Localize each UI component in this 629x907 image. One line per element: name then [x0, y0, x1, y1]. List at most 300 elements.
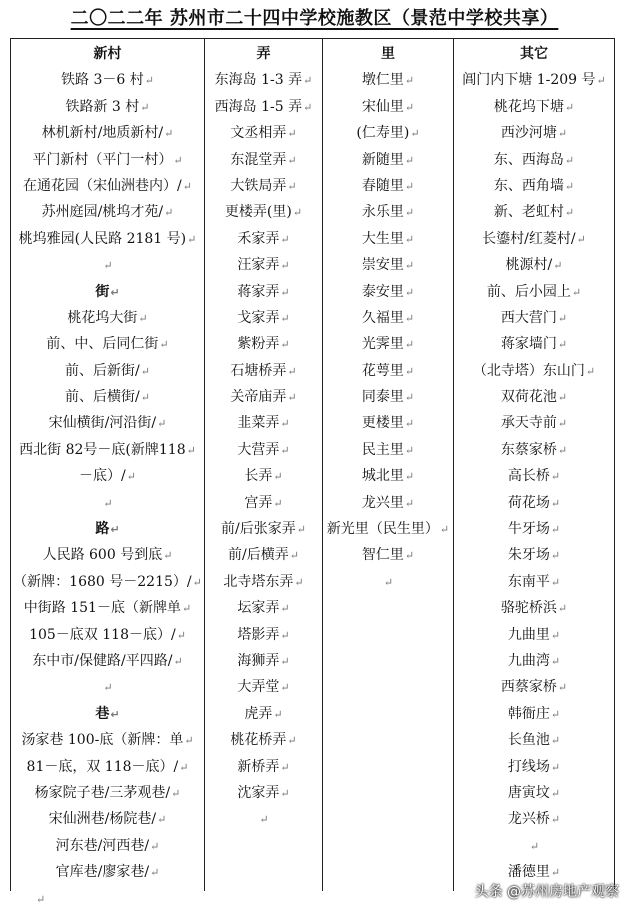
cell-text: 长鱼池	[507, 732, 550, 749]
table-cell	[323, 147, 453, 173]
table-cell	[323, 279, 453, 305]
cell-text: 东南平	[507, 573, 550, 590]
cell-text: 韩衙庄	[507, 705, 550, 722]
cell-text: 龙兴里	[361, 494, 404, 511]
table-cell	[323, 305, 453, 331]
table-cell	[454, 595, 614, 621]
table-cell	[323, 67, 453, 93]
table-cell	[11, 542, 204, 568]
table-cell	[454, 463, 614, 489]
paragraph-mark-icon: ↵	[140, 100, 150, 114]
cell-text: 龙兴桥	[507, 811, 550, 828]
paragraph-mark-icon: ↵	[287, 734, 297, 748]
title-text: 二〇二二年 苏州市二十四中学校施教区（景范中学校共享）	[70, 8, 559, 29]
paragraph-mark-icon: ↵	[439, 523, 450, 537]
table-cell	[205, 252, 322, 278]
cell-text: 街	[95, 283, 110, 300]
paragraph-mark-icon: ↵	[383, 575, 394, 589]
cell-text: 前、后小园上	[486, 283, 571, 300]
table-cell	[454, 490, 614, 516]
table-cell	[11, 331, 204, 357]
paragraph-mark-icon: ↵	[280, 417, 290, 431]
table-cell	[323, 120, 453, 146]
cell-text: 蒋家弄	[237, 283, 280, 300]
cell-text: 大营弄	[237, 441, 280, 458]
paragraph-mark-icon: ↵	[296, 523, 306, 537]
paragraph-mark-icon: ↵	[187, 232, 197, 246]
cell-text: 汪家弄	[237, 257, 280, 274]
cell-text: 崇安里	[361, 257, 404, 274]
paragraph-mark-icon: ↵	[36, 893, 46, 906]
table-cell	[11, 410, 204, 436]
cell-text: 前、中、后同仁街	[46, 336, 159, 353]
cell-text: 铁路新 3 村	[65, 98, 140, 115]
paragraph-mark-icon: ↵	[557, 338, 568, 352]
table-cell	[11, 648, 204, 674]
section-heading	[11, 279, 204, 305]
paragraph-mark-icon: ↵	[287, 391, 297, 405]
paragraph-mark-icon: ↵	[294, 575, 304, 589]
table-cell	[11, 147, 204, 173]
blank-line	[323, 569, 453, 595]
paragraph-mark-icon: ↵	[110, 707, 120, 721]
section-heading	[11, 516, 204, 542]
paragraph-mark-icon: ↵	[404, 100, 415, 114]
cell-text: 更楼里	[361, 415, 404, 432]
table-cell	[11, 859, 204, 885]
paragraph-mark-icon: ↵	[404, 364, 415, 378]
table-cell	[11, 833, 204, 859]
cell-text: 西北街 82号－底(新牌118	[19, 441, 186, 458]
cell-text: 前、后新街/	[65, 362, 140, 379]
table-cell	[323, 358, 453, 384]
paragraph-mark-icon: ↵	[550, 786, 561, 800]
table-right-border	[614, 38, 615, 891]
table-cell	[205, 516, 322, 542]
cell-text: 林机新村/地质新村/	[41, 125, 164, 142]
paragraph-mark-icon: ↵	[303, 74, 313, 88]
table-cell	[11, 199, 204, 225]
table-cell	[454, 516, 614, 542]
paragraph-mark-icon: ↵	[550, 496, 561, 510]
table-cell	[323, 331, 453, 357]
table-cell	[205, 437, 322, 463]
table-cell	[205, 331, 322, 357]
cell-text: 前/后横弄	[228, 547, 289, 564]
cell-text: 虎弄	[244, 705, 273, 722]
table-cell	[454, 305, 614, 331]
paragraph-mark-icon: ↵	[182, 179, 192, 193]
table-cell	[205, 674, 322, 700]
cell-text: 同泰里	[361, 389, 404, 406]
table-cell	[11, 595, 204, 621]
table-cell	[323, 410, 453, 436]
paragraph-mark-icon: ↵	[550, 549, 561, 563]
paragraph-mark-icon: ↵	[576, 232, 586, 246]
table-cell	[11, 569, 204, 595]
paragraph-mark-icon: ↵	[280, 285, 290, 299]
paragraph-mark-icon: ↵	[404, 285, 415, 299]
paragraph-mark-icon: ↵	[550, 760, 561, 774]
table-cell	[454, 410, 614, 436]
blank-line	[11, 252, 204, 278]
cell-text: 81－底，双 118－底）/	[26, 758, 179, 775]
table-cell	[454, 806, 614, 832]
table-cell	[11, 305, 204, 331]
paragraph-mark-icon: ↵	[404, 311, 415, 325]
paragraph-mark-icon: ↵	[140, 364, 150, 378]
paragraph-mark-icon: ↵	[287, 153, 297, 167]
table-cell	[454, 569, 614, 595]
blank-line	[11, 674, 204, 700]
cell-text: 沈家弄	[237, 784, 280, 801]
paragraph-mark-icon: ↵	[179, 760, 189, 774]
table-cell	[454, 252, 614, 278]
paragraph-mark-icon: ↵	[404, 391, 415, 405]
table-cell	[11, 384, 204, 410]
cell-text: 永乐里	[361, 204, 404, 221]
paragraph-mark-icon: ↵	[110, 523, 120, 537]
table-cell	[323, 542, 453, 568]
table-cell	[454, 67, 614, 93]
cell-text: 新、老虹村	[493, 204, 564, 221]
section-heading	[11, 701, 204, 727]
table-cell	[454, 384, 614, 410]
table-cell	[205, 94, 322, 120]
paragraph-mark-icon: ↵	[126, 470, 136, 484]
table-cell	[205, 780, 322, 806]
cell-text: 高长桥	[507, 468, 550, 485]
cell-text: 东蔡家桥	[500, 441, 557, 458]
cell-text: 光霁里	[361, 336, 404, 353]
cell-text: 桃花坞大街	[67, 309, 138, 326]
cell-text: 新桥弄	[237, 758, 280, 775]
table-cell	[454, 701, 614, 727]
table-cell	[205, 199, 322, 225]
table-cell	[205, 279, 322, 305]
paragraph-mark-icon: ↵	[273, 496, 283, 510]
paragraph-mark-icon: ↵	[280, 338, 290, 352]
cell-text: 桃源村/	[505, 257, 553, 274]
cell-text: 牛牙场	[507, 521, 550, 538]
column-header: 其它	[520, 46, 548, 62]
cell-text: 西沙河塘	[500, 125, 557, 142]
paragraph-mark-icon: ↵	[173, 153, 183, 167]
paragraph-mark-icon: ↵	[404, 206, 415, 220]
cell-text: 潘德里	[507, 864, 550, 881]
table-cell	[323, 463, 453, 489]
table-cell	[205, 226, 322, 252]
paragraph-mark-icon: ↵	[192, 575, 202, 589]
cell-text: 宫弄	[244, 494, 273, 511]
table-cell	[323, 490, 453, 516]
paragraph-mark-icon: ↵	[557, 681, 568, 695]
paragraph-mark-icon: ↵	[585, 364, 596, 378]
blank-line	[205, 806, 322, 832]
paragraph-mark-icon: ↵	[287, 179, 297, 193]
paragraph-mark-icon: ↵	[176, 628, 186, 642]
cell-text: 文丞相弄	[230, 125, 287, 142]
blank-line	[454, 833, 614, 859]
paragraph-mark-icon: ↵	[550, 813, 561, 827]
paragraph-mark-icon: ↵	[259, 813, 269, 827]
paragraph-mark-icon: ↵	[138, 311, 148, 325]
paragraph-mark-icon: ↵	[273, 707, 283, 721]
paragraph-mark-icon: ↵	[404, 549, 415, 563]
table-cell	[205, 463, 322, 489]
table-top-border	[10, 38, 615, 39]
table-cell	[323, 437, 453, 463]
cell-text: 河东巷/河西巷/	[55, 837, 150, 854]
cell-text: 105－底双 118－底）/	[29, 626, 176, 643]
paragraph-mark-icon: ↵	[596, 74, 606, 88]
paragraph-mark-icon: ↵	[404, 496, 415, 510]
table-cell	[11, 226, 204, 252]
cell-text: 杨家院子巷/三茅观巷/	[34, 784, 171, 801]
paragraph-mark-icon: ↵	[550, 575, 561, 589]
paragraph-mark-icon: ↵	[292, 206, 303, 220]
cell-text: 民主里	[361, 441, 404, 458]
paragraph-mark-icon: ↵	[550, 707, 561, 721]
paragraph-mark-icon: ↵	[404, 338, 415, 352]
paragraph-mark-icon: ↵	[144, 74, 154, 88]
paragraph-mark-icon: ↵	[550, 470, 561, 484]
paragraph-mark-icon: ↵	[164, 206, 174, 220]
cell-text: 蒋家墙门	[500, 336, 557, 353]
paragraph-mark-icon: ↵	[280, 786, 290, 800]
paragraph-mark-icon: ↵	[404, 259, 415, 273]
cell-text: 桃花坞下塘	[493, 98, 564, 115]
paragraph-mark-icon: ↵	[159, 338, 169, 352]
watermark: 头条 @苏州房地产观察	[474, 884, 619, 900]
table-cell	[205, 569, 322, 595]
paragraph-mark-icon: ↵	[557, 602, 568, 616]
cell-text: 花萼里	[361, 362, 404, 379]
table-cell	[454, 226, 614, 252]
paragraph-mark-icon: ↵	[404, 74, 415, 88]
table-cell	[11, 120, 204, 146]
table-cell	[11, 437, 204, 463]
paragraph-mark-icon: ↵	[157, 813, 167, 827]
paragraph-mark-icon: ↵	[280, 760, 290, 774]
cell-text: 坛家弄	[237, 600, 280, 617]
cell-text: 朱牙场	[507, 547, 550, 564]
table-cell	[454, 279, 614, 305]
cell-text: 桃花桥弄	[230, 732, 287, 749]
table-cell	[205, 648, 322, 674]
table-cell	[205, 490, 322, 516]
cell-text: 前/后张家弄	[221, 521, 296, 538]
cell-text: 中街路 151－底（新牌单	[23, 600, 181, 617]
column-li	[323, 41, 453, 595]
cell-text: 铁路 3－6 村	[61, 72, 144, 89]
table-cell	[454, 542, 614, 568]
cell-text: 新光里（民生里）	[326, 521, 439, 538]
table-cell	[205, 542, 322, 568]
page-title	[0, 4, 629, 30]
cell-text: 平门新村（平门一村）	[32, 151, 173, 168]
paragraph-mark-icon: ↵	[280, 681, 290, 695]
table-cell	[454, 358, 614, 384]
table-cell	[205, 754, 322, 780]
table-cell	[454, 173, 614, 199]
column-header: 里	[381, 46, 395, 62]
table-cell	[323, 516, 453, 542]
cell-text: －底）/	[79, 468, 126, 485]
paragraph-mark-icon: ↵	[280, 628, 290, 642]
cell-text: 东中市/保健路/平四路/	[32, 652, 173, 669]
table-cell	[205, 173, 322, 199]
paragraph-mark-icon: ↵	[157, 417, 167, 431]
cell-text: 阊门内下塘 1-209 号	[462, 72, 596, 89]
paragraph-mark-icon: ↵	[184, 734, 194, 748]
cell-text: 打线场	[507, 758, 550, 775]
paragraph-mark-icon: ↵	[273, 470, 283, 484]
cell-text: 东混堂弄	[230, 151, 287, 168]
cell-text: 路	[95, 521, 110, 538]
paragraph-mark-icon: ↵	[280, 259, 290, 273]
cell-text: 城北里	[361, 468, 404, 485]
cell-text: 春随里	[361, 177, 404, 194]
paragraph-mark-icon: ↵	[140, 391, 150, 405]
paragraph-mark-icon: ↵	[181, 602, 192, 616]
paragraph-mark-icon: ↵	[280, 654, 290, 668]
paragraph-mark-icon: ↵	[171, 786, 181, 800]
table-cell	[205, 384, 322, 410]
cell-text: 九曲湾	[507, 652, 550, 669]
table-cell	[11, 622, 204, 648]
paragraph-mark-icon: ↵	[289, 549, 299, 563]
paragraph-mark-icon: ↵	[564, 100, 575, 114]
table-cell	[323, 173, 453, 199]
paragraph-mark-icon: ↵	[529, 839, 540, 853]
paragraph-mark-icon: ↵	[550, 866, 561, 880]
paragraph-mark-icon: ↵	[557, 417, 568, 431]
cell-text: 人民路 600 号到底	[42, 547, 163, 564]
table-cell	[11, 780, 204, 806]
cell-text: 韭菜弄	[237, 415, 280, 432]
table-cell	[205, 120, 322, 146]
paragraph-mark-icon: ↵	[103, 496, 113, 510]
table-cell	[205, 410, 322, 436]
paragraph-mark-icon: ↵	[557, 391, 568, 405]
table-cell	[205, 147, 322, 173]
paragraph-mark-icon: ↵	[550, 734, 561, 748]
table-cell	[323, 226, 453, 252]
cell-text: 骆驼桥浜	[500, 600, 557, 617]
cell-text: 九曲里	[507, 626, 550, 643]
cell-text: 禾家弄	[237, 230, 280, 247]
cell-text: 官库巷/廖家巷/	[55, 864, 150, 881]
table-cell	[11, 67, 204, 93]
paragraph-mark-icon: ↵	[550, 628, 561, 642]
column-xincun	[11, 41, 204, 886]
cell-text: 墩仁里	[361, 72, 404, 89]
paragraph-mark-icon: ↵	[404, 470, 415, 484]
paragraph-mark-icon: ↵	[287, 127, 297, 141]
cell-text: 智仁里	[361, 547, 404, 564]
table-cell	[11, 806, 204, 832]
table-cell	[11, 754, 204, 780]
table-cell	[323, 94, 453, 120]
paragraph-mark-icon: ↵	[557, 127, 568, 141]
cell-text: 双荷花池	[500, 389, 557, 406]
table-cell	[205, 67, 322, 93]
paragraph-mark-icon: ↵	[404, 443, 415, 457]
cell-text: 戈家弄	[237, 309, 280, 326]
paragraph-mark-icon: ↵	[557, 311, 568, 325]
table-cell	[11, 94, 204, 120]
paragraph-mark-icon: ↵	[553, 259, 563, 273]
cell-text: （北寺塔）东山门	[472, 362, 585, 379]
cell-text: 泰安里	[361, 283, 404, 300]
cell-text: 海狮弄	[237, 652, 280, 669]
paragraph-mark-icon: ↵	[287, 364, 297, 378]
paragraph-mark-icon: ↵	[280, 311, 290, 325]
table-cell	[11, 727, 204, 753]
cell-text: 东、西角墙	[493, 177, 564, 194]
cell-text: 宋仙横街/河沿街/	[48, 415, 157, 432]
paragraph-mark-icon: ↵	[280, 443, 290, 457]
column-header: 新村	[93, 46, 122, 62]
table-cell	[205, 701, 322, 727]
cell-text: 大铁局弄	[230, 177, 287, 194]
paragraph-mark-icon: ↵	[150, 866, 160, 880]
cell-text: （新牌：1680 号－2215）/	[13, 573, 192, 590]
cell-text: 北寺塔东弄	[223, 573, 294, 590]
paragraph-mark-icon: ↵	[571, 285, 582, 299]
cell-text: 更楼弄(里)	[224, 204, 292, 221]
table-cell	[454, 780, 614, 806]
table-cell	[323, 384, 453, 410]
table-cell	[205, 595, 322, 621]
paragraph-mark-icon: ↵	[280, 602, 290, 616]
table-cell	[454, 754, 614, 780]
table-cell	[454, 727, 614, 753]
table-cell	[454, 120, 614, 146]
cell-text: 西海岛 1-5 弄	[214, 98, 303, 115]
table-cell	[323, 199, 453, 225]
cell-text: 桃坞雅园(人民路 2181 号)	[18, 230, 187, 247]
table-cell	[11, 463, 204, 489]
paragraph-mark-icon: ↵	[550, 523, 561, 537]
paragraph-mark-icon: ↵	[280, 232, 290, 246]
paragraph-mark-icon: ↵	[404, 417, 415, 431]
cell-text: 关帝庙弄	[230, 389, 287, 406]
table-cell	[205, 727, 322, 753]
table-cell	[205, 305, 322, 331]
column-qita	[454, 41, 614, 886]
table-cell	[454, 437, 614, 463]
blank-line	[11, 490, 204, 516]
table-cell	[454, 147, 614, 173]
column-header: 弄	[256, 46, 271, 62]
cell-text: 东海岛 1-3 弄	[214, 72, 303, 89]
cell-text: 西蔡家桥	[500, 679, 557, 696]
cell-text: 唐寅坟	[507, 784, 550, 801]
paragraph-mark-icon: ↵	[110, 285, 120, 299]
table-cell	[454, 199, 614, 225]
cell-text: 紫粉弄	[237, 336, 280, 353]
table-cell	[454, 331, 614, 357]
cell-text: 塔影弄	[237, 626, 280, 643]
cell-text: 大弄堂	[237, 679, 280, 696]
table-cell	[454, 94, 614, 120]
paragraph-mark-icon: ↵	[564, 179, 575, 193]
table-cell	[205, 358, 322, 384]
cell-text: 西大营门	[500, 309, 557, 326]
cell-text: (仁寿里)	[356, 125, 410, 142]
